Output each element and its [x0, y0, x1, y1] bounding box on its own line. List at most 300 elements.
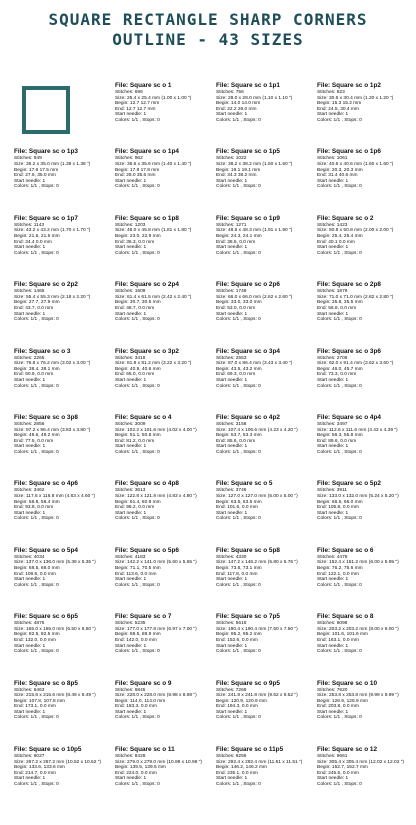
end-coords: End: 109.6, 0.0 mm — [14, 571, 56, 577]
start-needle: Start needle: 1 — [115, 178, 147, 184]
design-size: Size: 190.4 x 190.4 mm (7.50 x 7.50 ") — [216, 626, 298, 632]
begin-coords: Begin: 88.5, 88.9 mm — [115, 632, 161, 638]
design-size: Size: 279.0 x 279.0 mm (10.98 x 10.98 ") — [115, 759, 203, 765]
design-size: Size: 253.8 x 253.8 mm (9.99 x 9.99 ") — [317, 693, 399, 699]
start-needle: Start needle: 1 — [317, 245, 349, 251]
design-size: Size: 71.0 x 71.0 mm (2.82 x 2.80 ") — [317, 294, 394, 300]
colors-stops: Colors: 1/1 , Stops: 0 — [115, 383, 160, 389]
design-info-block — [317, 348, 416, 414]
design-grid — [0, 82, 416, 812]
end-coords: End: 60.9, 0.0 mm — [14, 372, 54, 378]
file-name: File: Square sc o 3p4 — [216, 347, 280, 355]
design-size: Size: 228.0 x 228.0 mm (8.98 x 8.98 ") — [115, 693, 197, 699]
end-coords: End: 34.3 38.2 mm — [216, 173, 257, 179]
begin-coords: Begin: 38.4, 38.1 mm — [14, 366, 60, 372]
stitch-count: Stitches: 7269 — [216, 687, 247, 693]
begin-coords: Begin: 15.3 15.2 mm — [317, 101, 362, 107]
file-name: File: Square sc o 5 — [216, 480, 273, 488]
file-name: File: Square sc o 1 — [115, 82, 172, 89]
colors-stops: Colors: 1/1 , Stops: 0 — [14, 250, 59, 256]
design-size: Size: 40.6 x 40.6 mm (1.60 x 1.60 ") — [317, 161, 394, 167]
end-coords: End: 38.5, 0.0 mm — [216, 239, 256, 245]
design-size: Size: 28.0 x 28.0 mm (1.10 x 1.10 ") — [216, 95, 293, 101]
design-info-block — [216, 547, 315, 613]
start-needle: Start needle: 1 — [115, 709, 147, 715]
stitch-count: Stitches: 2265 — [14, 355, 45, 361]
begin-coords: Begin: 35.8, 35.5 mm — [317, 300, 363, 306]
begin-coords: Begin: 24.3, 24.1 mm — [216, 233, 262, 239]
design-size: Size: 30.6 x 30.4 mm (1.20 x 1.20 ") — [317, 95, 394, 101]
design-size: Size: 61.4 x 61.5 mm (2.42 x 2.40 ") — [115, 294, 192, 300]
file-name: File: Square sc o 3 — [14, 347, 71, 355]
start-needle: Start needle: 1 — [115, 444, 147, 450]
colors-stops: Colors: 1/1 , Stops: 0 — [317, 449, 362, 455]
end-coords: End: 56.8, 0.0 mm — [317, 305, 357, 311]
file-name: File: Square sc o 10p5 — [14, 745, 82, 753]
design-size: Size: 122.8 x 121.8 mm (4.83 x 4.80 ") — [115, 493, 197, 499]
file-name: File: Square sc o 6p5 — [14, 613, 78, 621]
stitch-count: Stitches: 9256 — [216, 753, 247, 759]
colors-stops: Colors: 1/1 , Stops: 0 — [216, 715, 261, 721]
begin-coords: Begin: 120.9, 120.9 mm — [216, 698, 267, 704]
design-size: Size: 267.2 x 267.2 mm (10.52 x 10.52 ") — [14, 759, 102, 765]
stitch-count: Stitches: 3009 — [115, 421, 146, 427]
begin-coords: Begin: 133.6, 133.6 mm — [14, 765, 65, 771]
stitch-count: Stitches: 6845 — [115, 687, 146, 693]
begin-coords: Begin: 152.7, 152.7 mm — [317, 765, 368, 771]
design-size: Size: 66.0 x 66.0 mm (2.62 x 2.60 ") — [216, 294, 293, 300]
begin-coords: Begin: 43.5, 43.2 mm — [216, 366, 262, 372]
begin-coords: Begin: 30.7, 30.5 mm — [115, 300, 161, 306]
begin-coords: Begin: 46.0, 45.7 mm — [317, 366, 363, 372]
start-needle: Start needle: 1 — [14, 510, 46, 516]
file-name: File: Square sc o 2p8 — [317, 281, 381, 289]
begin-coords: Begin: 25.4, 25.4 mm — [317, 233, 363, 239]
start-needle: Start needle: 1 — [115, 112, 147, 118]
file-name: File: Square sc o 11 — [115, 745, 175, 753]
begin-coords: Begin: 20.3, 20.3 mm — [317, 167, 363, 173]
preview-cell — [14, 82, 113, 148]
end-coords: End: 81.2, 0.0 mm — [115, 438, 155, 444]
stitch-count: Stitches: 4330 — [216, 554, 247, 560]
design-info-block — [115, 281, 214, 347]
start-needle: Start needle: 1 — [216, 510, 248, 516]
design-info-block — [216, 746, 315, 812]
stitch-count: Stitches: 3613 — [115, 488, 146, 494]
end-coords: End: 183.3, 0.0 mm — [115, 704, 157, 710]
start-needle: Start needle: 1 — [317, 577, 349, 583]
end-coords: End: 132.0, 0.0 mm — [14, 637, 56, 643]
design-info-block — [317, 414, 416, 480]
end-coords: End: 77.5, 0.0 mm — [14, 438, 54, 444]
title-line-1: SQUARE RECTANGLE SHARP CORNERS — [48, 10, 368, 29]
stitch-count: Stitches: 6463 — [14, 687, 45, 693]
file-name: File: Square sc o 2 — [317, 214, 374, 222]
start-needle: Start needle: 1 — [115, 245, 147, 251]
start-needle: Start needle: 1 — [216, 178, 248, 184]
colors-stops: Colors: 1/1 , Stops: 0 — [317, 781, 362, 787]
colors-stops: Colors: 1/1 , Stops: 0 — [317, 117, 362, 123]
design-info-block — [216, 148, 315, 214]
design-size: Size: 292.4 x 292.4 mm (11.51 x 11.51 ") — [216, 759, 303, 765]
page-header — [0, 0, 416, 54]
end-coords: End: 113.6, 0.0 mm — [115, 571, 157, 577]
stitch-count: Stitches: 823 — [317, 90, 345, 95]
stitch-count: Stitches: 3418 — [115, 355, 146, 361]
colors-stops: Colors: 1/1 , Stops: 0 — [115, 449, 160, 455]
colors-stops: Colors: 1/1 , Stops: 0 — [14, 449, 59, 455]
file-name: File: Square sc o 1p8 — [115, 214, 179, 222]
begin-coords: Begin: 68.5, 68.0 mm — [14, 565, 60, 571]
begin-coords: Begin: 33.0, 33.0 mm — [216, 300, 262, 306]
stitch-count: Stitches: 4875 — [14, 621, 45, 627]
stitch-count: Stitches: 5235 — [115, 621, 146, 627]
start-needle: Start needle: 1 — [115, 643, 147, 649]
stitch-count: Stitches: 2856 — [14, 421, 45, 427]
file-name: File: Square sc o 4p2 — [216, 413, 280, 421]
file-name: File: Square sc o 10 — [317, 679, 378, 687]
design-info-block — [317, 215, 416, 281]
colors-stops: Colors: 1/1 , Stops: 0 — [216, 781, 261, 787]
begin-coords: Begin: 17.6 17.5 mm — [14, 167, 59, 173]
colors-stops: Colors: 1/1 , Stops: 0 — [14, 649, 59, 655]
end-coords: End: 245.5, 0.0 mm — [317, 770, 359, 776]
design-info-block — [317, 547, 416, 613]
colors-stops: Colors: 1/1 , Stops: 0 — [115, 715, 160, 721]
design-size: Size: 50.8 x 50.8 mm (2.00 x 2.00 ") — [317, 228, 394, 234]
stitch-count: Stitches: 4478 — [317, 554, 348, 560]
end-coords: End: 224.0, 0.0 mm — [115, 770, 157, 776]
design-info-block — [317, 82, 416, 148]
colors-stops: Colors: 1/1 , Stops: 0 — [317, 715, 362, 721]
design-info-block — [14, 215, 113, 281]
begin-coords: Begin: 19.1 19.1 mm — [216, 167, 261, 173]
start-needle: Start needle: 1 — [14, 245, 46, 251]
stitch-count: Stitches: 8428 — [115, 753, 146, 759]
design-info-block — [14, 613, 113, 679]
start-needle: Start needle: 1 — [317, 776, 349, 782]
start-needle: Start needle: 1 — [216, 577, 248, 583]
begin-coords: Begin: 56.3, 55.8 mm — [317, 433, 363, 439]
file-name: File: Square sc o 5p2 — [317, 480, 381, 488]
end-coords: End: 43.7, 0.0 mm — [14, 305, 54, 311]
stitch-count: Stitches: 1879 — [317, 289, 348, 295]
colors-stops: Colors: 1/1 , Stops: 0 — [115, 781, 160, 787]
design-size: Size: 112.6 x 111.6 mm (4.43 x 4.39 ") — [317, 427, 398, 433]
design-size: Size: 46.0 x 45.8 mm (1.81 x 1.80 ") — [115, 228, 192, 234]
stitch-count: Stitches: 1271 — [216, 222, 247, 228]
stitch-count: Stitches: 696 — [115, 90, 143, 95]
design-size: Size: 305.4 x 305.4 mm (12.02 x 12.02 ") — [317, 759, 405, 765]
file-name: File: Square sc o 1p1 — [216, 82, 280, 89]
design-info-block — [14, 414, 113, 480]
begin-coords: Begin: 27.7, 27.9 mm — [14, 300, 60, 306]
start-needle: Start needle: 1 — [216, 444, 248, 450]
design-info-block — [216, 348, 315, 414]
start-needle: Start needle: 1 — [317, 510, 349, 516]
design-size: Size: 48.6 x 48.3 mm (1.91 x 1.90 ") — [216, 228, 293, 234]
end-coords: End: 85.6, 0.0 mm — [216, 438, 256, 444]
design-info-block — [14, 746, 113, 812]
begin-coords: Begin: 63.5, 63.5 mm — [216, 499, 262, 505]
start-needle: Start needle: 1 — [115, 311, 147, 317]
file-name: File: Square sc o 5p8 — [216, 546, 280, 554]
design-info-block — [115, 547, 214, 613]
design-info-block — [317, 148, 416, 214]
start-needle: Start needle: 1 — [14, 377, 46, 383]
end-coords: End: 27.6, 35.0 mm — [14, 173, 56, 179]
design-size: Size: 76.8 x 76.2 mm (3.02 x 3.00 ") — [14, 361, 91, 367]
design-info-block — [317, 281, 416, 347]
start-needle: Start needle: 1 — [14, 178, 46, 184]
design-info-block — [115, 680, 214, 746]
design-size: Size: 127.0 x 127.0 mm (5.00 x 5.00 ") — [216, 493, 298, 499]
file-name: File: Square sc o 1p4 — [115, 148, 179, 156]
colors-stops: Colors: 1/1 , Stops: 0 — [216, 516, 261, 522]
end-coords: End: 98.2, 0.0 mm — [115, 505, 155, 511]
colors-stops: Colors: 1/1 , Stops: 0 — [14, 317, 59, 323]
stitch-count: Stitches: 949 — [14, 156, 42, 162]
design-size: Size: 43.2 x 43.2 mm (1.70 x 1.70 ") — [14, 228, 91, 234]
end-coords: End: 48.7, 0.0 mm — [115, 305, 155, 311]
file-name: File: Square sc o 6 — [317, 546, 374, 554]
begin-coords: Begin: 23.0, 22.9 mm — [115, 233, 161, 239]
start-needle: Start needle: 1 — [14, 776, 46, 782]
start-needle: Start needle: 1 — [317, 444, 349, 450]
file-name: File: Square sc o 1p2 — [317, 82, 381, 89]
square-outline-preview — [22, 86, 70, 134]
file-name: File: Square sc o 7p5 — [216, 613, 280, 621]
end-coords: End: 173.1, 0.0 mm — [14, 704, 56, 710]
begin-coords: Begin: 61.4, 60.9 mm — [115, 499, 161, 505]
design-size: Size: 203.2 x 203.2 mm (8.00 x 8.00 ") — [317, 626, 399, 632]
begin-coords: Begin: 114.0, 114.0 mm — [115, 698, 166, 704]
colors-stops: Colors: 1/1 , Stops: 0 — [14, 516, 59, 522]
design-size: Size: 25.4 x 25.4 mm (1.00 x 1.00 ") — [115, 95, 192, 101]
file-name: File: Square sc o 4p6 — [14, 480, 78, 488]
file-name: File: Square sc o 3p2 — [115, 347, 179, 355]
design-info-block — [14, 348, 113, 414]
begin-coords: Begin: 40.9, 40.6 mm — [115, 366, 161, 372]
stitch-count: Stitches: 3746 — [216, 488, 247, 494]
start-needle: Start needle: 1 — [14, 577, 46, 583]
file-name: File: Square sc o 9p5 — [216, 679, 280, 687]
end-coords: End: 40.1 0.0 mm — [317, 239, 355, 245]
design-info-block — [317, 746, 416, 812]
design-info-block — [216, 82, 315, 148]
file-name: File: Square sc o 2p6 — [216, 281, 280, 289]
begin-coords: Begin: 73.6, 73.1 mm — [216, 565, 262, 571]
design-size: Size: 142.2 x 141.0 mm (5.60 x 5.55 ") — [115, 560, 197, 566]
colors-stops: Colors: 1/1 , Stops: 0 — [317, 582, 362, 588]
file-name: File: Square sc o 4p8 — [115, 480, 179, 488]
colors-stops: Colors: 1/1 , Stops: 0 — [14, 383, 59, 389]
colors-stops: Colors: 1/1 , Stops: 0 — [14, 715, 59, 721]
stitch-count: Stitches: 962 — [115, 156, 143, 162]
design-info-block — [115, 414, 214, 480]
design-info-block — [216, 680, 315, 746]
design-size: Size: 87.0 x 86.4 mm (3.43 x 3.40 ") — [216, 361, 293, 367]
design-info-block — [115, 746, 214, 812]
begin-coords: Begin: 58.8, 58.4 mm — [14, 499, 60, 505]
file-name: File: Square sc o 2p2 — [14, 281, 78, 289]
file-name: File: Square sc o 5p4 — [14, 546, 78, 554]
design-info-block — [216, 215, 315, 281]
stitch-count: Stitches: 5618 — [216, 621, 247, 627]
begin-coords: Begin: 51.1, 50.8 mm — [115, 433, 161, 439]
file-name: File: Square sc o 1p3 — [14, 148, 78, 156]
design-size: Size: 133.0 x 132.0 mm (5.24 x 5.20 ") — [317, 493, 399, 499]
colors-stops: Colors: 1/1 , Stops: 0 — [115, 184, 160, 190]
end-coords: End: 28.0 35.6 mm — [115, 173, 156, 179]
design-info-block — [115, 148, 214, 214]
colors-stops: Colors: 1/1 , Stops: 0 — [317, 250, 362, 256]
file-name: File: Square sc o 8p5 — [14, 679, 78, 687]
colors-stops: Colors: 1/1 , Stops: 0 — [216, 582, 261, 588]
file-name: File: Square sc o 12 — [317, 745, 378, 753]
design-size: Size: 215.6 x 215.6 mm (8.49 x 8.49 ") — [14, 693, 96, 699]
design-size: Size: 137.0 x 136.0 mm (5.39 x 5.35 ") — [14, 560, 96, 566]
stitch-count: Stitches: 2709 — [317, 355, 348, 361]
begin-coords: Begin: 107.8, 107.8 mm — [14, 698, 65, 704]
file-name: File: Square sc o 4p4 — [317, 413, 381, 421]
stitch-count: Stitches: 4183 — [115, 554, 146, 560]
start-needle: Start needle: 1 — [216, 112, 248, 118]
end-coords: End: 34.4 0.0 mm — [14, 239, 52, 245]
end-coords: End: 31.4 40.6 mm — [317, 173, 358, 179]
stitch-count: Stitches: 3158 — [216, 421, 247, 427]
colors-stops: Colors: 1/1 , Stops: 0 — [317, 516, 362, 522]
title-line-2: OUTLINE - 43 SIZES — [112, 30, 304, 49]
design-size: Size: 55.4 x 55.3 mm (2.18 x 2.20 ") — [14, 294, 91, 300]
end-coords: End: 203.8, 0.0 mm — [317, 704, 359, 710]
design-info-block — [115, 215, 214, 281]
end-coords: End: 235.1, 0.0 mm — [216, 770, 258, 776]
design-size: Size: 165.0 x 165.0 mm (6.50 x 6.50 ") — [14, 626, 96, 632]
design-size: Size: 38.2 x 38.2 mm (1.50 x 1.50 ") — [216, 161, 293, 167]
begin-coords: Begin: 48.6, 48.2 mm — [14, 433, 60, 439]
file-name: File: Square sc o 9 — [115, 679, 172, 687]
end-coords: End: 117.8, 0.0 mm — [216, 571, 258, 577]
design-info-block — [14, 281, 113, 347]
colors-stops: Colors: 1/1 , Stops: 0 — [216, 250, 261, 256]
design-size: Size: 241.8 x 241.8 mm (9.52 x 9.52 ") — [216, 693, 298, 699]
colors-stops: Colors: 1/1 , Stops: 0 — [216, 184, 261, 190]
stitch-count: Stitches: 7620 — [317, 687, 348, 693]
end-coords: End: 93.8, 0.0 mm — [14, 505, 54, 511]
stitch-count: Stitches: 1609 — [115, 289, 146, 295]
start-needle: Start needle: 1 — [317, 643, 349, 649]
end-coords: End: 122.1, 0.0 mm — [317, 571, 359, 577]
file-name: File: Square sc o 7 — [115, 613, 172, 621]
end-coords: End: 194.3, 0.0 mm — [216, 704, 258, 710]
colors-stops: Colors: 1/1 , Stops: 0 — [216, 317, 261, 323]
stitch-count: Stitches: 1203 — [115, 222, 146, 228]
colors-stops: Colors: 1/1 , Stops: 0 — [14, 781, 59, 787]
start-needle: Start needle: 1 — [216, 245, 248, 251]
begin-coords: Begin: 21.6, 21.6 mm — [14, 233, 60, 239]
start-needle: Start needle: 1 — [216, 776, 248, 782]
colors-stops: Colors: 1/1 , Stops: 0 — [317, 649, 362, 655]
start-needle: Start needle: 1 — [14, 444, 46, 450]
design-info-block — [216, 281, 315, 347]
design-info-block — [14, 547, 113, 613]
start-needle: Start needle: 1 — [14, 643, 46, 649]
design-info-block — [216, 613, 315, 679]
stitch-count: Stitches: 1423 — [317, 222, 348, 228]
begin-coords: Begin: 17.8 17.8 mm — [115, 167, 160, 173]
colors-stops: Colors: 1/1 , Stops: 0 — [14, 582, 59, 588]
design-info-block — [14, 480, 113, 546]
colors-stops: Colors: 1/1 , Stops: 0 — [115, 649, 160, 655]
end-coords: End: 142.0, 0.0 mm — [115, 637, 157, 643]
begin-coords: Begin: 82.5, 82.5 mm — [14, 632, 60, 638]
file-name: File: Square sc o 1p6 — [317, 148, 381, 156]
colors-stops: Colors: 1/1 , Stops: 0 — [317, 383, 362, 389]
stitch-count: Stitches: 4034 — [14, 554, 45, 560]
stitch-count: Stitches: 1022 — [216, 156, 247, 162]
start-needle: Start needle: 1 — [216, 643, 248, 649]
stitch-count: Stitches: 1143 — [14, 222, 45, 228]
end-coords: End: 89.6, 0.0 mm — [317, 438, 357, 444]
start-needle: Start needle: 1 — [317, 178, 349, 184]
design-size: Size: 35.2 x 35.0 mm (1.39 x 1.38 ") — [14, 161, 91, 167]
file-name: File: Square sc o 4 — [115, 413, 172, 421]
start-needle: Start needle: 1 — [115, 776, 147, 782]
colors-stops: Colors: 1/1 , Stops: 0 — [216, 649, 261, 655]
end-coords: End: 24.5, 30.4 mm — [317, 106, 359, 112]
design-size: Size: 81.8 x 81.2 mm (3.22 x 3.20 ") — [115, 361, 192, 367]
design-info-block — [14, 148, 113, 214]
begin-coords: Begin: 12.7 12.7 mm — [115, 101, 160, 107]
begin-coords: Begin: 66.5, 66.0 mm — [317, 499, 363, 505]
stitch-count: Stitches: 1748 — [216, 289, 247, 295]
colors-stops: Colors: 1/1 , Stops: 0 — [216, 449, 261, 455]
design-info-block — [115, 613, 214, 679]
colors-stops: Colors: 1/1 , Stops: 0 — [115, 317, 160, 323]
colors-stops: Colors: 1/1 , Stops: 0 — [317, 317, 362, 323]
begin-coords: Begin: 95.2, 95.2 mm — [216, 632, 262, 638]
start-needle: Start needle: 1 — [115, 377, 147, 383]
colors-stops: Colors: 1/1 , Stops: 0 — [115, 250, 160, 256]
file-name: File: Square sc o 1p7 — [14, 214, 78, 222]
start-needle: Start needle: 1 — [216, 709, 248, 715]
begin-coords: Begin: 101.6, 101.6 mm — [317, 632, 368, 638]
file-name: File: Square sc o 2p4 — [115, 281, 179, 289]
colors-stops: Colors: 1/1 , Stops: 0 — [115, 516, 160, 522]
start-needle: Start needle: 1 — [317, 709, 349, 715]
colors-stops: Colors: 1/1 , Stops: 0 — [115, 582, 160, 588]
end-coords: End: 105.8, 0.0 mm — [317, 505, 359, 511]
stitch-count: Stitches: 3497 — [317, 421, 348, 427]
start-needle: Start needle: 1 — [317, 112, 349, 118]
file-name: File: Square sc o 11p5 — [216, 745, 284, 753]
stitch-count: Stitches: 1465 — [14, 289, 45, 295]
colors-stops: Colors: 1/1 , Stops: 0 — [216, 117, 261, 123]
stitch-count: Stitches: 3462 — [14, 488, 45, 494]
colors-stops: Colors: 1/1 , Stops: 0 — [216, 383, 261, 389]
colors-stops: Colors: 1/1 , Stops: 0 — [115, 117, 160, 123]
design-size: Size: 92.0 x 91.4 mm (3.62 x 3.60 ") — [317, 361, 394, 367]
stitch-count: Stitches: 9661 — [317, 753, 348, 759]
start-needle: Start needle: 1 — [216, 311, 248, 317]
stitch-count: Stitches: 6098 — [317, 621, 348, 627]
end-coords: End: 101.6, 0.0 mm — [216, 505, 258, 511]
stitch-count: Stitches: 8027 — [14, 753, 45, 759]
end-coords: End: 163.1, 0.0 mm — [317, 637, 359, 643]
start-needle: Start needle: 1 — [115, 577, 147, 583]
end-coords: End: 152.6, 0.0 mm — [216, 637, 258, 643]
